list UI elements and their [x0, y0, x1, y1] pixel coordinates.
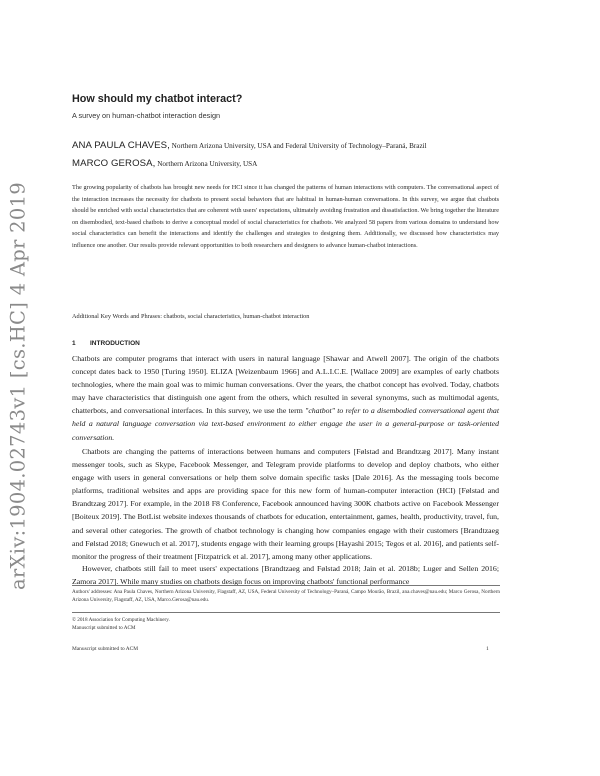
arxiv-id: arXiv:1904.02743v1 [cs.HC] 4 Apr 2019: [6, 181, 30, 591]
intro-text: Chatbots are computer programs that interact with users in natural language [Shawar and Atwell 2007]. The origin of the chatbots concept dates back to 1950 [Turing 1950]. ELIZA [Weizenbaum 1966] and A.L.I.C.E. [Wallace 2009] are examples of early chatbots technologies, where the main goal was to mimic human conversations. Over the years, the chatbot concept has evolved. Today, chatbots may have characteristics that distinguish one agent from the others, which resulted in several synonyms, such as multimodal agents, chatterbots, and conversational interfaces. In this survey, we use the term: [72, 354, 499, 416]
intro-paragraph: [72, 352, 499, 444]
author-addresses: Authors' addresses: Ana Paula Chaves, Northern Arizona University, Flagstaff, AZ, USA, Federal University of Technology–Paraná, Campo Mourão, Brazil, ana.chaves@nau.edu; Marco Gerosa, Northern Arizona University, Flagstaff, AZ, USA, Marco.Gerosa@nau.edu.: [72, 589, 500, 604]
section-title: INTRODUCTION: [90, 340, 140, 347]
running-footer: Manuscript submitted to ACM: [72, 646, 139, 652]
manuscript-note: Manuscript submitted to ACM: [72, 625, 136, 632]
copyright: © 2018 Association for Computing Machinery.: [72, 617, 170, 623]
keywords: Additional Key Words and Phrases: chatbots, social characteristics, human-chatbot interaction: [72, 313, 310, 320]
paper-subtitle: A survey on human-chatbot interaction design: [72, 111, 221, 120]
author-affiliation: Northern Arizona University, USA: [155, 160, 258, 168]
author-affiliation: Northern Arizona University, USA and Federal University of Technology–Paraná, Brazil: [169, 142, 427, 150]
abstract: The growing popularity of chatbots has brought new needs for HCI since it has changed the patterns of human interactions with computers. The conversational aspect of the interaction increases the necessity for chatbots to present social behaviors that are habitual in human-human conversations. In this survey, we argue that chatbots should be enriched with social characteristics that are coherent with users' expectations, ultimately avoiding frustration and dissatisfaction. We bring together the literature on disembodied, text-based chatbots to derive a conceptual model of social characteristics for chatbots. We analyzed 58 papers from various domains to understand how social characteristics can benefit the interactions and identify the challenges and strategies to designing them. Additionally, we discussed how characteristics may influence one another. Our results provide relevant opportunities to both researchers and designers to advance human-chatbot interactions.: [72, 184, 499, 249]
section-number: 1: [72, 340, 76, 347]
arxiv-stamp: [3, 181, 33, 591]
copyright-block: [72, 616, 500, 633]
page-number: 1: [486, 646, 489, 652]
intro-paragraph: However, chatbots still fail to meet users' expectations [Brandtzaeg and Følstad 2018; Jain et al. 2018b; Luger and Sellen 2016; Zamora 2017]. While many studies on chatbots design focus on improving chatbots' functional performance: [72, 564, 499, 587]
footnote-divider: [72, 585, 500, 586]
intro-paragraph: Chatbots are changing the patterns of interactions between humans and computers [Følstad and Brandtzæg 2017]. Many instant messenger tools, such as Skype, Facebook Messenger, and Telegram provide platforms to develop and deploy chatbots, who either engage with users in general conversations or help them solve domain specific tasks [Dale 2016]. As the messaging tools become platforms, traditional websites and apps are providing space for this new form of human-computer interaction (HCI) [Følstad and Brandtzæg 2017]. For example, in the 2018 F8 Conference, Facebook announced having 300K chatbots active on Facebook Messenger [Boiteux 2019]. The BotList website indexes thousands of chatbots for education, entertainment, games, health, productivity, travel, fun, and several other categories. The growth of chatbot technology is changing how companies engage with their customers [Brandtzaeg and Følstad 2018; Gnewuch et al. 2017], students engage with their learning groups [Hayashi 2015; Tegos et al. 2016], and patients self-monitor the progress of their treatment [Fitzpatrick et al. 2017], among many other applications.: [72, 447, 499, 561]
author-name: ANA PAULA CHAVES,: [72, 140, 170, 151]
chatbot-definition: "chatbot" to refer to a disembodied conversational agent that held a natural language conversation via text-based environment to either engage the user in a general-purpose or task-oriented conversation.: [72, 406, 499, 442]
author-line: [72, 158, 257, 169]
section-heading: [72, 340, 140, 347]
author-line: [72, 140, 427, 151]
footnote-divider: [72, 612, 500, 613]
paper-title: How should my chatbot interact?: [72, 93, 243, 105]
author-name: MARCO GEROSA,: [72, 158, 156, 169]
